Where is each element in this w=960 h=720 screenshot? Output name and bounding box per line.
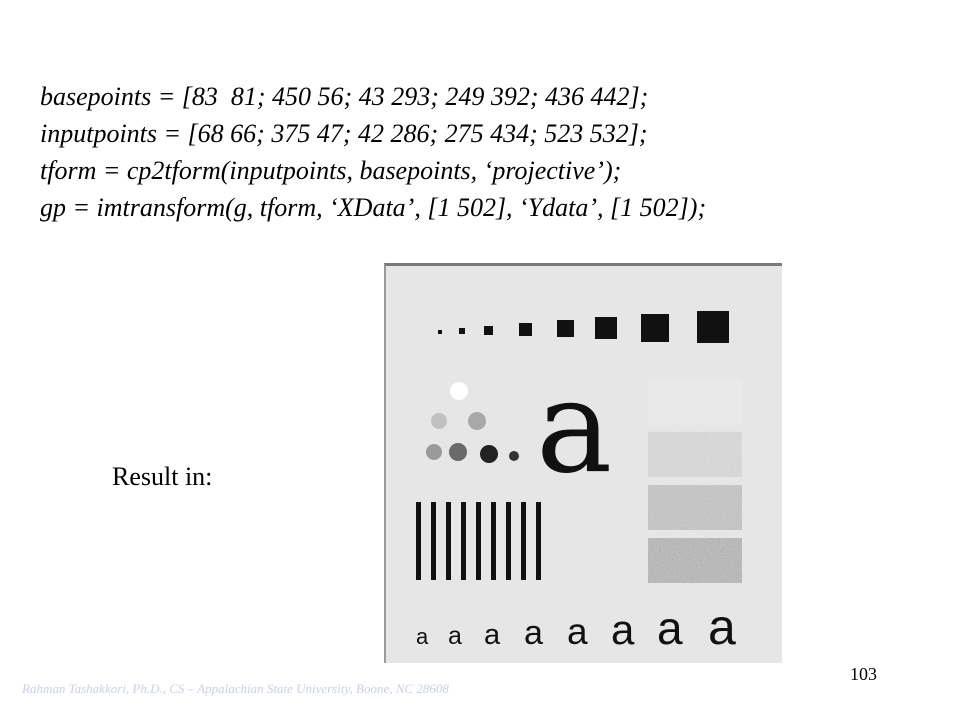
- vertical-bars: [416, 502, 541, 580]
- letter-row-a-8: a: [708, 599, 736, 655]
- code-block: [40, 78, 940, 226]
- bar-7: [506, 502, 511, 580]
- circle-gray-1: [426, 444, 442, 460]
- page-number: 103: [850, 664, 877, 684]
- circle-gray-3: [509, 451, 519, 461]
- square-8: [697, 311, 729, 343]
- bar-4: [461, 502, 466, 580]
- circle-white: [450, 382, 468, 400]
- square-7: [641, 314, 669, 342]
- bar-2: [431, 502, 436, 580]
- circle-group: [426, 382, 519, 463]
- bar-1: [416, 502, 421, 580]
- letter-row-a-7: a: [657, 602, 683, 654]
- bar-9: [536, 502, 541, 580]
- square-4: [519, 323, 532, 336]
- square-6: [595, 317, 617, 339]
- bar-8: [521, 502, 526, 580]
- square-row: [438, 311, 729, 343]
- letter-row-a-1: a: [416, 624, 429, 649]
- letter-row-a-4: a: [524, 614, 543, 652]
- bar-6: [491, 502, 496, 580]
- letter-row-a-5: a: [567, 611, 588, 652]
- bar-3: [446, 502, 451, 580]
- bar-5: [476, 502, 481, 580]
- footer-credit: Rahman Tashakkori, Ph.D., CS – Appalachian State University, Boone, NC 28608: [22, 681, 449, 696]
- large-letter-a: a: [536, 353, 613, 502]
- code-line-imtransform: gp = imtransform(g, tform, ‘XData’, [1 502], ‘Ydata’, [1 502]);: [40, 193, 707, 222]
- letter-row-a-2: a: [448, 622, 462, 650]
- circle-dark: [480, 445, 498, 463]
- code-line-inputpoints: inputpoints = [68 66; 375 47; 42 286; 275 434; 523 532];: [40, 119, 648, 148]
- code-line-basepoints: basepoints = [83 81; 450 56; 43 293; 249 392; 436 442];: [40, 82, 649, 111]
- letter-row-a-6: a: [611, 606, 635, 653]
- square-2: [459, 328, 465, 334]
- letter-row: [416, 599, 736, 655]
- circle-light-right: [468, 412, 486, 430]
- result-label: Result in:: [112, 462, 213, 491]
- transformed-test-image: [384, 263, 782, 663]
- noise-rectangles: [648, 380, 742, 583]
- square-3: [484, 326, 493, 335]
- circle-gray-2: [449, 443, 467, 461]
- square-1: [438, 330, 442, 334]
- circle-light-left: [431, 413, 447, 429]
- letter-row-a-3: a: [484, 619, 501, 651]
- square-5: [557, 320, 574, 337]
- code-line-tform: tform = cp2tform(inputpoints, basepoints, ‘projective’);: [40, 156, 622, 185]
